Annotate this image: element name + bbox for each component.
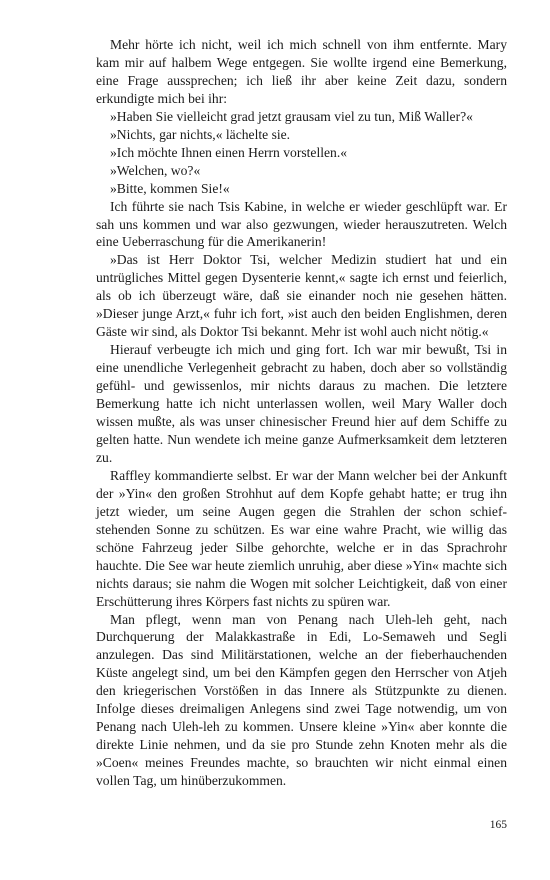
paragraph-2: »Haben Sie vielleicht grad jetzt grausam viel zu tun, Miß Waller?«: [110, 108, 473, 124]
page-number: 165: [489, 819, 507, 831]
paragraph-5: »Welchen, wo?«: [110, 162, 201, 178]
paragraph-4: »Ich möchte Ihnen einen Herrn vorstellen.«: [110, 144, 348, 160]
paragraph-10: Raffley kommandierte selbst. Er war der Mann welcher bei der Ankunft der »Yin« den großen Strohhut auf dem Kopfe gehabt hatte; er trug ihn jetzt wieder, um seine Augen gegen die Strahlen der schon schief-stehenden Sonne zu schützen. Es war eine wahre Pracht, wie willig das schöne Fahrzeug jeder Silbe gehorchte, welche er in das Sprachrohr hauchte. Die See war heute ziemlich unruhig, aber diese »Yin« machte sich nichts daraus; sie nahm die Wogen mit solcher Leichtigkeit, daß von einer Erschütterung ihres Körpers fast nichts zu spüren war.: [96, 467, 507, 609]
paragraph-9: Hierauf verbeugte ich mich und ging fort. Ich war mir bewußt, Tsi in eine unendliche Verlegenheit gebracht zu haben, doch aber so vollständig gefühl- und gewissenlos, mir nichts daraus zu machen. Die letztere Bemerkung hatte ich nicht unterlassen wollen, weil Mary Waller doch wissen mußte, als was unser chinesischer Freund hier auf dem Schiffe zu gelten hatte. Nun wendete ich meine ganze Aufmerksamkeit dem letzteren zu.: [96, 342, 507, 465]
paragraph-6: »Bitte, kommen Sie!«: [110, 180, 230, 196]
paragraph-7: Ich führte sie nach Tsis Kabine, in welche er wieder geschlüpft war. Er sah uns kommen und war also gezwungen, wieder herauszutreten. Welch eine Ueberraschung für die Amerikanerin!: [96, 198, 507, 250]
paragraph-11: Man pflegt, wenn man von Penang nach Uleh-leh geht, nach Durchquerung der Malakkastraße in Edi, Lo-Semaweh und Segli anzulegen. Das sind Militärstationen, welche an der fieberhauchenden Küste angelegt sind, um bei den Kämpfen gegen den Herrscher von Atjeh den kriegerischen Vorstößen in das Innere als Stützpunkte zu dienen. Infolge dieses dreimaligen Anlegens sind zwei Tage notwendig, um von Penang nach Uleh-leh zu kommen. Unsere kleine »Yin« aber konnte die direkte Linie nehmen, und da sie pro Stunde zehn Knoten mehr als die »Coen« meines Freundes machte, so brauchten wir nicht einmal einen vollen Tag, um hinüberzukommen.: [96, 611, 507, 789]
paragraph-3: »Nichts, gar nichts,« lächelte sie.: [110, 126, 291, 142]
page-body: [96, 36, 507, 790]
paragraph-8: »Das ist Herr Doktor Tsi, welcher Medizin studiert hat und ein untrügliches Mittel gegen Dysenterie kennt,« sagte ich ernst und feierlich, als ob ich überzeugt wäre, daß sie einander noch nie gesehen hätten. »Dieser junge Arzt,« fuhr ich fort, »ist auch den beiden Englishmen, deren Gäste wir sind, als Doktor Tsi bekannt. Mehr ist wohl auch nicht nötig.«: [96, 252, 507, 340]
paragraph-1: Mehr hörte ich nicht, weil ich mich schnell von ihm entfernte. Mary kam mir auf halbem Wege entgegen. Sie wollte irgend eine Bemerkung, eine Frage aussprechen; ich ließ ihr aber keine Zeit dazu, sondern erkundigte mich bei ihr:: [96, 37, 507, 106]
